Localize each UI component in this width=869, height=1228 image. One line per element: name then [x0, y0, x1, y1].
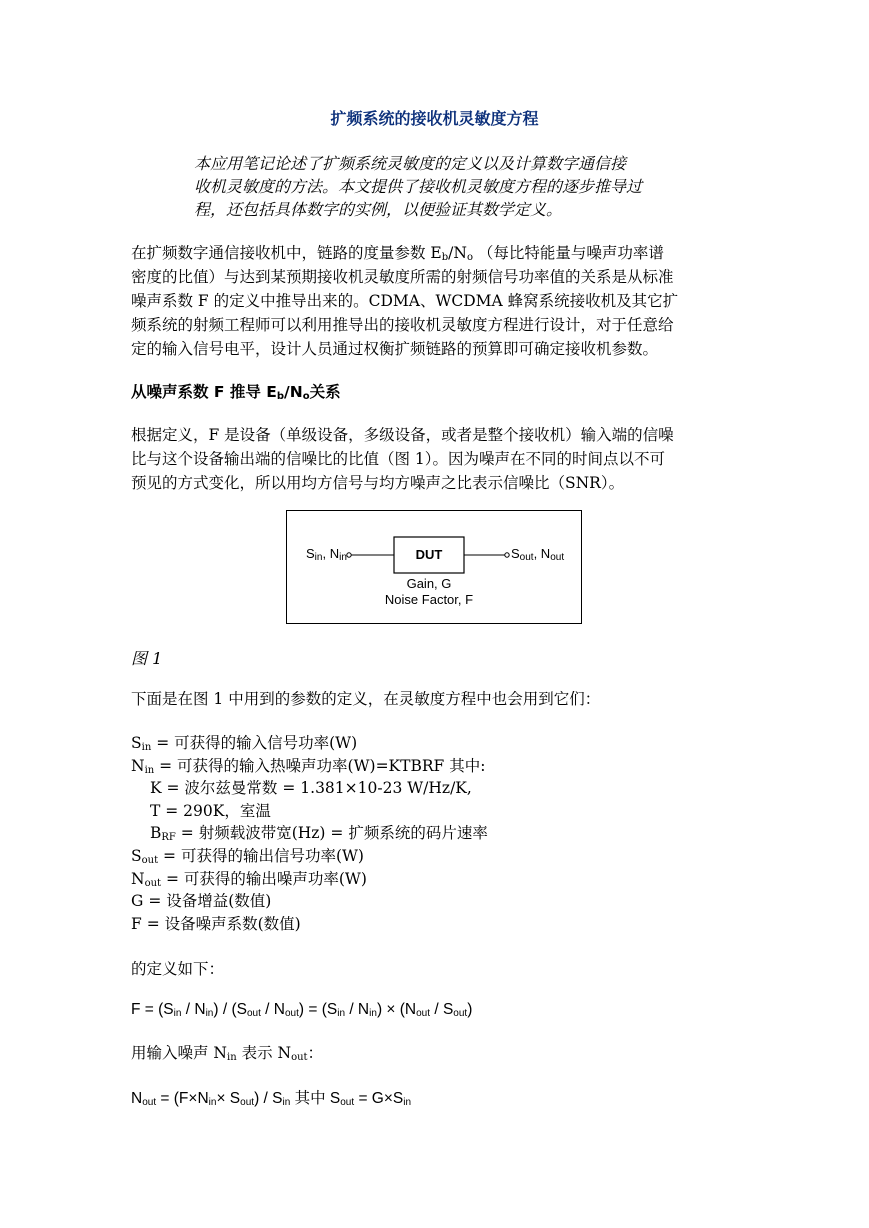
parameter-description: = 可获得的输出噪声功率(W): [161, 869, 367, 888]
intro-line-2: 密度的比值）与达到某预期接收机灵敏度所需的射频信号功率值的关系是从标准: [131, 268, 674, 286]
parameter-row: [131, 913, 301, 936]
figure-1-diagram: [286, 510, 582, 624]
definition-follows: 的定义如下：: [131, 960, 225, 978]
parameter-description: = 可获得的输入信号功率(W): [151, 734, 358, 752]
dut-label: DUT: [415, 547, 443, 562]
parameter-row: [131, 822, 488, 845]
parameter-subscript: out: [144, 877, 162, 889]
abstract-line-3: 程，还包括具体数字的实例，以便验证其数学定义。: [194, 200, 563, 219]
parameter-symbol: G: [131, 892, 144, 911]
parameter-row: [131, 868, 367, 891]
intro-line-1: 在扩频数字通信接收机中，链路的度量参数 $E_b/N_o$ （每比特能量与噪声功率谱: [131, 244, 664, 263]
input-label: $S_{in}$, $N_{in}$: [306, 546, 347, 563]
parameter-symbol: F: [131, 914, 142, 933]
section-heading: 从噪声系数 F 推导 $E_b/N_o$关系: [131, 383, 341, 402]
parameter-row: [131, 890, 271, 913]
output-noise-intro: 用输入噪声 $N_{in}$ 表示 $N_{out}$：: [131, 1044, 324, 1063]
noise-factor-equation: $F = (S_{in} / N_{in}) / (S_{out} / N_{out}) = (S_{in} / N_{in}) \times (N_{out} / S_{out})$: [131, 1001, 473, 1019]
parameter-symbol: K: [150, 779, 162, 798]
parameter-symbol: T: [150, 801, 161, 820]
parameter-symbol: S: [131, 847, 142, 865]
gain-label: Gain, G: [406, 576, 452, 591]
params-intro: 下面是在图 1 中用到的参数的定义，在灵敏度方程中也会用到它们：: [131, 690, 601, 708]
parameter-row: [131, 800, 271, 823]
parameter-symbol: N: [131, 756, 145, 775]
parameter-description: = 波尔兹曼常数 = 1.381×10-23 W/Hz/K,: [161, 779, 472, 798]
definition-line-3: 预见的方式变化，所以用均方信号与均方噪声之比表示信噪比（SNR）。: [131, 474, 625, 492]
abstract-line-2: 收机灵敏度的方法。本文提供了接收机灵敏度方程的逐步推导过: [194, 177, 643, 196]
document-title: 扩频系统的接收机灵敏度方程: [330, 109, 539, 128]
definition-line-2: 比与这个设备输出端的信噪比的比值（图 1）。因为噪声在不同的时间点以不可: [131, 450, 666, 468]
parameter-symbol: S: [131, 734, 142, 752]
parameter-description: = 290K，室温: [160, 801, 271, 820]
definition-line-1: 根据定义，F 是设备（单级设备，多级设备，或者是整个接收机）输入端的信噪: [131, 426, 674, 444]
parameter-description: = 设备增益(数值): [143, 892, 272, 911]
parameter-description: = 可获得的输出信号功率(W): [158, 847, 364, 865]
parameter-row: [131, 845, 364, 868]
parameter-row: [131, 732, 357, 755]
abstract-line-1: 本应用笔记论述了扩频系统灵敏度的定义以及计算数字通信接: [194, 154, 627, 173]
figure-caption: 图 1: [131, 649, 163, 668]
parameter-row: [131, 755, 485, 778]
parameter-subscript: in: [141, 742, 152, 753]
output-noise-equation: $N_{out} = (F\times N_{in}\times S_{out}) / S_{in}$ 其中 $S_{out} = G\times S_{in}$: [131, 1090, 412, 1108]
parameter-symbol: N: [131, 869, 145, 888]
output-terminal: [505, 553, 509, 557]
intro-line-3: 噪声系数 F 的定义中推导出来的。CDMA、WCDMA 蜂窝系统接收机及其它扩: [131, 292, 679, 310]
parameter-row: [131, 777, 472, 800]
parameter-subscript: in: [144, 764, 155, 776]
noise-factor-label: Noise Factor, F: [384, 592, 474, 607]
parameter-description: = 射频载波带宽(Hz) = 扩频系统的码片速率: [175, 824, 488, 843]
intro-line-4: 频系统的射频工程师可以利用推导出的接收机灵敏度方程进行设计，对于任意给: [131, 316, 674, 334]
input-terminal: [347, 553, 351, 557]
intro-line-5: 定的输入信号电平，设计人员通过权衡扩频链路的预算即可确定接收机参数。: [131, 340, 659, 358]
output-label: $S_{out}$, $N_{out}$: [511, 546, 565, 563]
parameter-symbol: B: [150, 824, 162, 843]
parameter-subscript: out: [141, 855, 159, 866]
parameter-description: = 设备噪声系数(数值): [141, 914, 301, 933]
parameter-subscript: RF: [161, 832, 176, 844]
parameter-description: = 可获得的输入热噪声功率(W)=KTBRF 其中:: [154, 756, 486, 775]
